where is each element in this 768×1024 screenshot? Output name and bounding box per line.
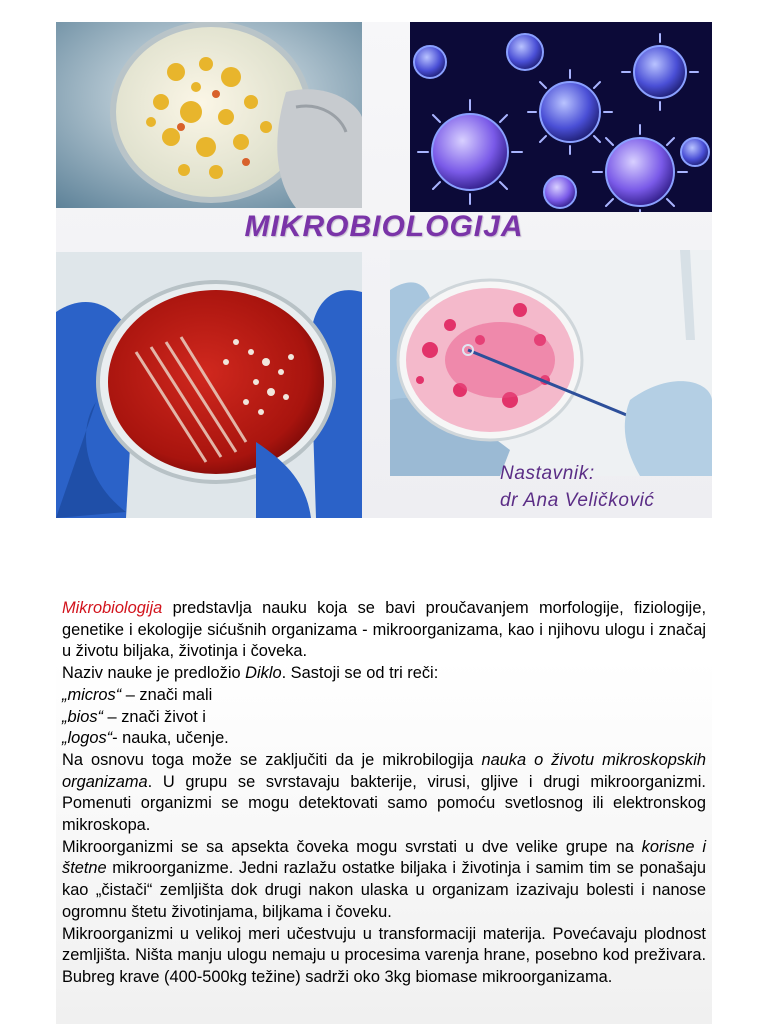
blood-agar-plate-image	[56, 252, 362, 518]
word-bios	[62, 707, 706, 729]
virus-illustration-image	[410, 22, 712, 212]
paragraph-transformation: Mikroorganizmi u velikoj meri učestvuju u transformaciji materija. Povećavaju plodnost zemljišta. Ništa manju ulogu nemaju u procesima varenja hrane, posebno kod preživara. Bubreg krave (400-500kg težine) sadrži oko 3kg biomase mikroorganizama.	[62, 924, 706, 986]
word-micros	[62, 685, 706, 707]
conclusion-text-a: Na osnovu toga može se zaključiti da je mikrobilogija	[62, 750, 482, 769]
word-micros-term: „micros“	[62, 685, 122, 704]
conclusion-italic: nauka o životu mikroskopskih organizama	[62, 750, 706, 791]
word-bios-term: „bios“	[62, 707, 103, 726]
groups-text-b: mikroorganizme. Jedni razlažu ostatke biljaka i životinja i samim tim se ponašaju kao „čistači“ zemljišta dok drugi nakon ulaska u organizam izazivaju bolesti i nanose ogromnu štetu životinjama, biljkama i čoveku.	[62, 859, 706, 921]
teacher-info	[500, 460, 655, 514]
body-text	[62, 598, 706, 989]
paragraph-conclusion	[62, 750, 706, 837]
teacher-role: Nastavnik:	[500, 463, 595, 484]
paragraph-groups	[62, 837, 706, 924]
term-mikrobiologija: Mikrobiologija	[62, 599, 163, 617]
word-bios-meaning: – znači život i	[103, 707, 206, 726]
word-logos-meaning: - nauka, učenje.	[112, 729, 229, 748]
paragraph-definition	[62, 598, 706, 663]
word-logos	[62, 728, 706, 750]
inoculation-loop-plate-image	[390, 250, 712, 476]
word-micros-meaning: – znači mali	[121, 685, 213, 704]
origin-text-b: . Sastoji se od tri reči:	[281, 664, 439, 683]
definition-text: predstavlja nauku koja se bavi proučavanjem morfologije, fiziologije, genetike i ekologije sićušnih organizama - mikroorganizama, kao i njihovu ulogu i značaj u životu biljaka, životinja i čoveka.	[62, 599, 706, 661]
origin-name: Diklo	[245, 664, 282, 683]
teacher-name: dr Ana Veličković	[500, 490, 655, 511]
groups-italic: korisne i štetne	[62, 837, 706, 878]
word-logos-term: „logos“	[62, 729, 113, 748]
paragraph-name-origin	[62, 663, 706, 685]
petri-dish-colonies-image	[56, 22, 362, 208]
groups-text-a: Mikroorganizmi se sa apsekta čoveka mogu svrstati u dve velike grupe na	[62, 837, 642, 856]
page-title: MIKROBIOLOGIJA	[244, 210, 524, 243]
origin-text-a: Naziv nauke je predložio	[62, 664, 246, 683]
conclusion-text-b: . U grupu se svrstavaju bakterije, virusi, gljive i drugi mikroorganizmi. Pomenuti organizmi se mogu detektovati samo pomoću svetlosnog ili elektronskog mikroskopa.	[62, 772, 706, 835]
